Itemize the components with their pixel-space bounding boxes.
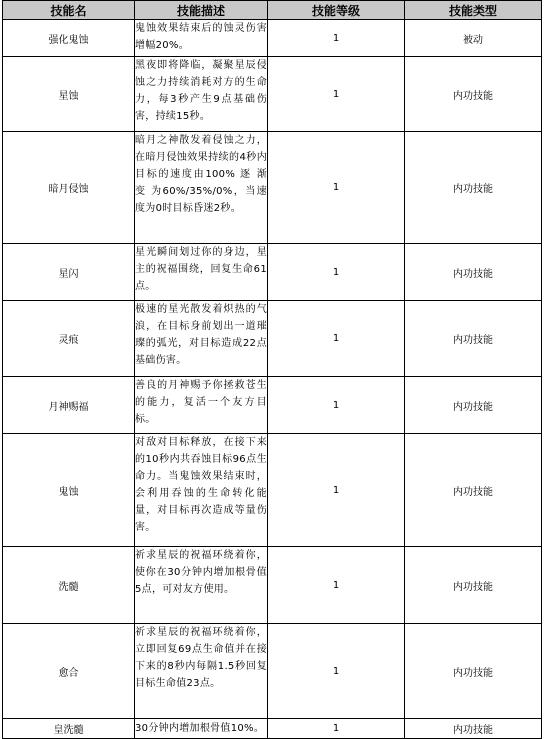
skill-description: 对敌对目标释放，在接下来的10秒内共吞蚀目标96点生命力。当鬼蚀效果结束时，会利用吞蚀的生命转化能量，对目标再次造成等量伤害。 [135,434,268,547]
skill-name: 愈合 [3,624,135,719]
skill-type: 内功技能 [405,719,542,739]
skill-level: 1 [268,20,405,57]
table-row [3,377,542,434]
table-row [3,434,542,547]
skill-level: 1 [268,624,405,719]
table-row [3,301,542,377]
skill-name: 星蚀 [3,57,135,132]
skill-level: 1 [268,377,405,434]
skill-type: 内功技能 [405,624,542,719]
skill-name: 皇洗髓 [3,719,135,739]
skill-description: 祈求星辰的祝福环绕着你，立即回复69点生命值并在接下来的8秒内每隔1.5秒回复目标生命值23点。 [135,624,268,719]
header-skill-level: 技能等级 [268,1,405,20]
skill-level: 1 [268,57,405,132]
skill-type: 内功技能 [405,301,542,377]
table-row [3,20,542,57]
skill-type: 内功技能 [405,434,542,547]
skill-description: 鬼蚀效果结束后的蚀灵伤害增幅20%。 [135,20,268,57]
skill-level: 1 [268,244,405,301]
skill-level: 1 [268,547,405,624]
table-row [3,624,542,719]
skill-type: 内功技能 [405,547,542,624]
skill-name: 强化鬼蚀 [3,20,135,57]
skill-level: 1 [268,434,405,547]
skill-description: 星光瞬间划过你的身边，星主的祝福围绕，回复生命61点。 [135,244,268,301]
table-row [3,244,542,301]
skill-description: 祈求星辰的祝福环绕着你，使你在30分钟内增加根骨值5点，可对友方使用。 [135,547,268,624]
header-skill-type: 技能类型 [405,1,542,20]
table-row [3,132,542,244]
header-row [3,1,542,20]
skill-type: 内功技能 [405,132,542,244]
skill-type: 内功技能 [405,57,542,132]
skill-name: 星闪 [3,244,135,301]
skill-level: 1 [268,132,405,244]
skill-name: 灵痕 [3,301,135,377]
header-skill-name: 技能名 [3,1,135,20]
skill-description: 黑夜即将降临，凝聚星辰侵蚀之力持续消耗对方的生命力，每3秒产生9点基础伤害，持续15秒。 [135,57,268,132]
table-row [3,719,542,739]
skill-level: 1 [268,301,405,377]
skills-table [2,0,542,739]
header-skill-description: 技能描述 [135,1,268,20]
skill-level: 1 [268,719,405,739]
skill-description: 极速的星光散发着炽热的气浪，在目标身前划出一道璀璨的弧光，对目标造成22点基础伤害。 [135,301,268,377]
table-row [3,547,542,624]
skill-name: 鬼蚀 [3,434,135,547]
skill-description: 暗月之神散发着侵蚀之力，在暗月侵蚀效果持续的4秒内目标的速度由100% 逐 渐 变 为60%/35%/0%，当速度为0时目标昏迷2秒。 [135,132,268,244]
skill-type: 内功技能 [405,244,542,301]
skill-description: 善良的月神赐予你拯救苍生的能力，复活一个友方目标。 [135,377,268,434]
skill-name: 洗髓 [3,547,135,624]
skill-name: 月神赐福 [3,377,135,434]
skill-name: 暗月侵蚀 [3,132,135,244]
skill-type: 内功技能 [405,377,542,434]
table-row [3,57,542,132]
skill-description: 30分钟内增加根骨值10%。 [135,719,268,739]
skill-type: 被动 [405,20,542,57]
